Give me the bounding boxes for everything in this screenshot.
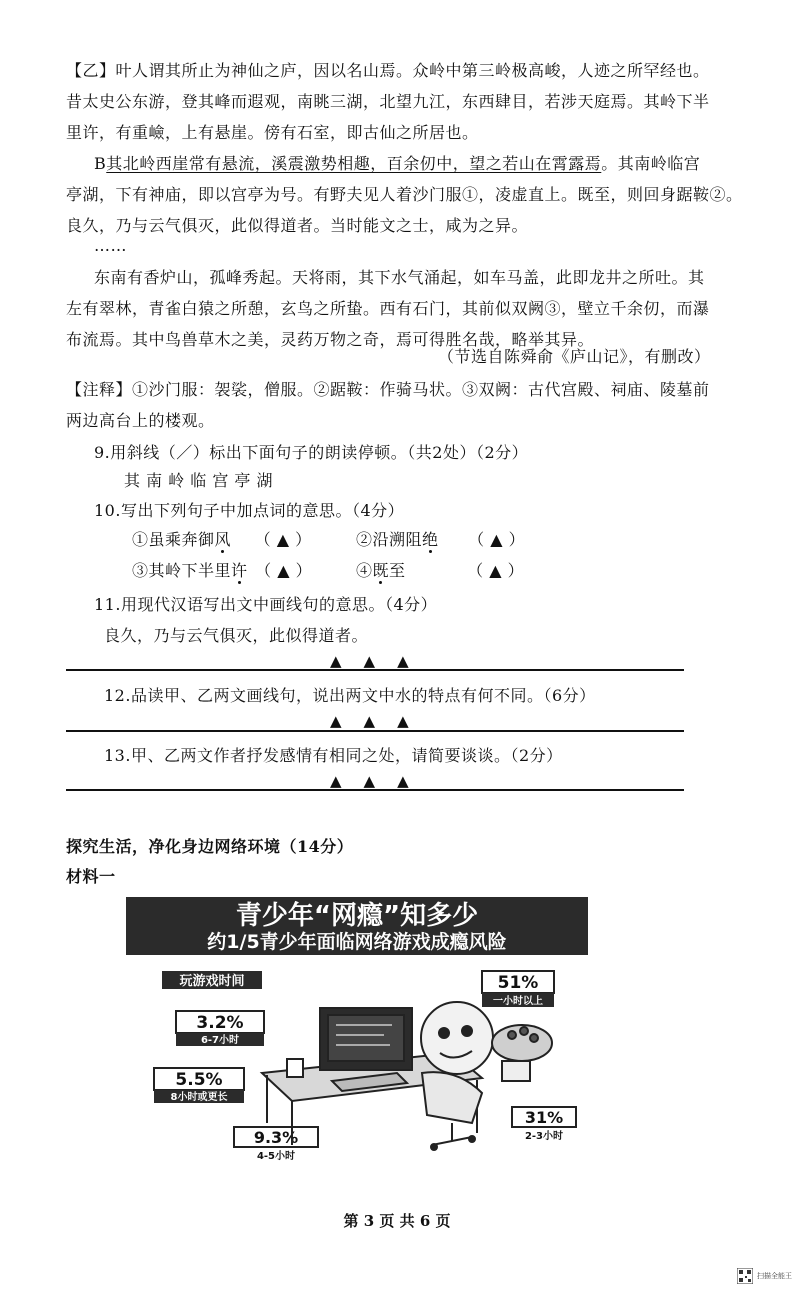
- question-9-sentence: 其 南 岭 临 宫 亭 湖: [124, 471, 274, 490]
- answer-blank: （ ▲ ）: [468, 530, 526, 549]
- stat-31-desc: 2-3小时: [524, 1131, 564, 1142]
- passage-line: 左有翠林，青雀白猿之所憩，玄鸟之所蛰。西有石门，其前似双阙③，壁立千余仞，而瀑: [66, 299, 710, 318]
- material-label: 材料一: [66, 867, 116, 886]
- answer-blank: （ ▲ ）: [467, 561, 525, 580]
- drink-can: [502, 1061, 530, 1081]
- answer-marks: ▲▲▲: [330, 652, 431, 670]
- stat-9-3-pct: 9.3%: [253, 1128, 299, 1147]
- notes-line: 两边高台上的楼观。: [66, 411, 215, 430]
- stat-51-desc: 一小时以上: [493, 996, 543, 1007]
- question-13: 13.甲、乙两文作者抒发感情有相同之处，请简要谈谈。（2分）: [104, 746, 563, 765]
- source-citation: （节选自陈舜俞《庐山记》，有删改）: [438, 347, 711, 366]
- answer-line: [66, 669, 684, 671]
- answer-marks: ▲▲▲: [330, 712, 431, 730]
- label-b: B: [94, 154, 107, 173]
- stat-51-pct: 51%: [497, 973, 539, 993]
- page-footer: 第 3 页 共 6 页: [343, 1212, 451, 1230]
- cup: [287, 1059, 303, 1077]
- sentence-rest: 。其南岭临宫: [601, 154, 701, 173]
- passage-line-underlined: [94, 151, 700, 174]
- stat-9-3-desc: 4-5小时: [256, 1151, 296, 1162]
- answer-line: [66, 730, 684, 732]
- stat-5-5-pct: 5.5%: [175, 1070, 223, 1090]
- time-label: 玩游戏时间: [179, 974, 245, 989]
- notes-line: 【注释】①沙门服：袈裟，僧服。②踞鞍：作骑马状。③双阙：古代宫殿、祠庙、陵墓前: [66, 380, 710, 399]
- q10-item-1: ①虽乘奔御风 （ ▲ ）: [132, 530, 312, 549]
- section-title: 探究生活，净化身边网络环境（14分）: [66, 837, 354, 856]
- q10-item-3: ③其岭下半里许 （ ▲ ）: [132, 561, 313, 580]
- question-10: 10.写出下列句子中加点词的意思。（4分）: [94, 501, 405, 520]
- dotted-char: 绝: [422, 530, 439, 549]
- q10-item-2: ②沿溯阻绝 （ ▲ ）: [356, 530, 526, 549]
- infographic-subtitle: 约1/5青少年面临网络游戏成瘾风险: [207, 931, 507, 953]
- stat-5-5-desc: 8小时或更长: [170, 1092, 228, 1103]
- passage-line: 昔太史公东游，登其峰而遐观，南眺三湖，北望九江，东西肆目，若涉天庭焉。其岭下半: [66, 92, 710, 111]
- passage-line: 东南有香炉山，孤峰秀起。天将雨，其下水气涌起，如车马盖，此即龙井之所吐。其: [94, 268, 705, 287]
- stat-3-2-desc: 6-7小时: [200, 1035, 240, 1046]
- ellipsis: ……: [94, 236, 127, 255]
- scanner-watermark: 扫描全能王: [757, 1272, 792, 1280]
- answer-blank: （ ▲ ）: [254, 530, 312, 549]
- passage-line: 亭湖，下有神庙，即以宫亭为号。有野夫见人着沙门服①，凌虚直上。既至，则回身踞鞍②。: [66, 185, 743, 204]
- stat-31-pct: 31%: [524, 1108, 564, 1127]
- question-9: 9.用斜线（／）标出下面句子的朗读停顿。（共2处）（2分）: [94, 443, 529, 462]
- internet-addiction-infographic: [122, 893, 592, 1163]
- qr-code-icon: [737, 1268, 753, 1284]
- question-12: 12.品读甲、乙两文画线句，说出两文中水的特点有何不同。（6分）: [104, 686, 596, 705]
- q10-item-4: ④既至 （ ▲ ）: [356, 561, 525, 580]
- passage-line: 【乙】叶人谓其所止为神仙之庐，因以名山焉。众岭中第三岭极高峻，人迹之所罕经也。: [66, 61, 710, 80]
- passage-line: 里许，有重嶮，上有悬崖。傍有石室，即古仙之所居也。: [66, 123, 479, 142]
- dotted-char: 既: [372, 561, 390, 580]
- stat-3-2-pct: 3.2%: [196, 1013, 244, 1033]
- infographic-title: 青少年“网瘾”知多少: [235, 901, 479, 931]
- question-11: 11.用现代汉语写出文中画线句的意思。（4分）: [94, 595, 438, 614]
- passage-line: 良久，乃与云气俱灭，此似得道者。当时能文之士，咸为之异。: [66, 216, 529, 235]
- passage-line: 布流焉。其中鸟兽草木之美，灵药万物之奇，焉可得胜名哉，略举其异。: [66, 330, 595, 349]
- answer-marks: ▲▲▲: [330, 772, 431, 790]
- underlined-sentence: 其北岭西崖常有悬流，溪震激势相趣，百余仞中，望之若山在霄露焉: [106, 154, 602, 173]
- answer-line: [66, 789, 684, 791]
- answer-blank: （ ▲ ）: [255, 561, 313, 580]
- dotted-char: 风: [214, 530, 232, 549]
- head: [421, 1002, 493, 1074]
- question-11-sentence: 良久，乃与云气俱灭，此似得道者。: [104, 626, 369, 645]
- dotted-char: 许: [231, 561, 248, 580]
